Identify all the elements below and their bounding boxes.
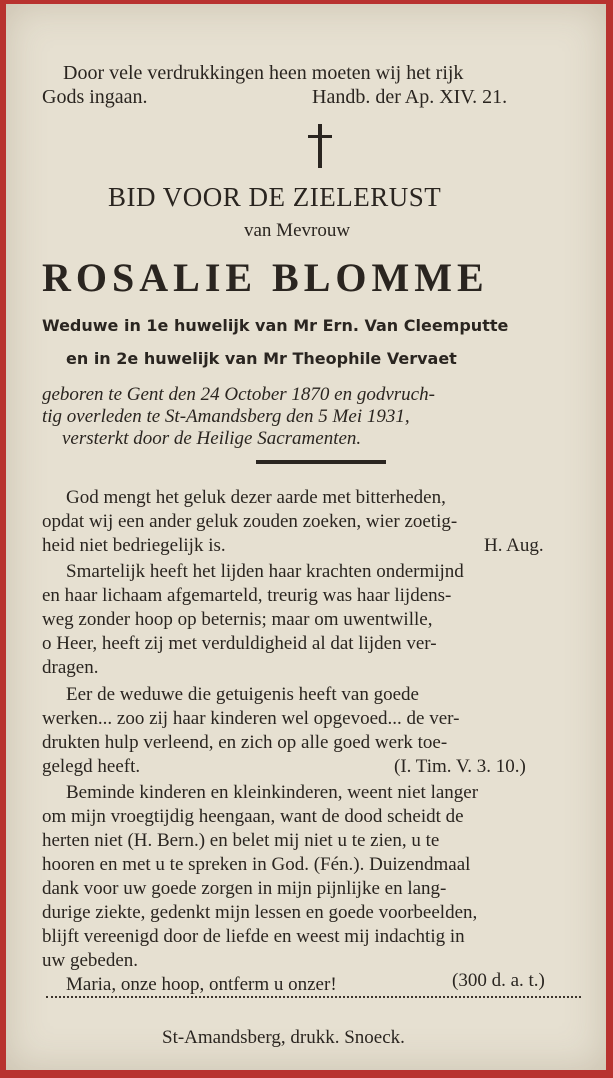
citation: (I. Tim. V. 3. 10.) [394, 756, 526, 777]
printer-imprint: St-Amandsberg, drukk. Snoeck. [162, 1027, 405, 1048]
memorial-card [6, 4, 606, 1070]
quote-line-2-left: Gods ingaan. [42, 86, 148, 108]
paragraph-line: Smartelijk heeft het lijden haar krachten ondermijnd [66, 561, 464, 582]
citation: H. Aug. [484, 535, 544, 556]
paragraph-line: herten niet (H. Bern.) en belet mij niet u te zien, u te [42, 830, 440, 851]
quote-line-1: Door vele verdrukkingen heen moeten wij het rijk [63, 62, 464, 84]
paragraph-line: weg zonder hoop op beternis; maar om uwentwille, [42, 609, 433, 630]
subheading: van Mevrouw [244, 220, 351, 241]
paragraph-line: opdat wij een ander geluk zouden zoeken, wier zoetig- [42, 511, 458, 532]
deceased-name: ROSALIE BLOMME [42, 255, 489, 300]
paragraph-line: o Heer, heeft zij met verduldigheid al dat lijden ver- [42, 633, 437, 654]
divider [256, 460, 386, 464]
indulgence: (300 d. a. t.) [452, 970, 545, 991]
birth-line-2: tig overleden te St-Amandsberg den 5 Mei 1931, [42, 406, 410, 427]
paragraph-line: gelegd heeft. [42, 756, 141, 777]
cross-icon [306, 124, 334, 168]
birth-line-1: geboren te Gent den 24 October 1870 en godvruch- [42, 384, 435, 405]
paragraph-line: en haar lichaam afgemarteld, treurig was haar lijdens- [42, 585, 452, 606]
prayer: Maria, onze hoop, ontferm u onzer! [66, 974, 337, 995]
paragraph-line: dank voor uw goede zorgen in mijn pijnlijke en lang- [42, 878, 447, 899]
paragraph-line: Eer de weduwe die getuigenis heeft van goede [66, 684, 419, 705]
paragraph-line: durige ziekte, gedenkt mijn lessen en goede voorbeelden, [42, 902, 478, 923]
marriage-line-1: Weduwe in 1e huwelijk van Mr Ern. Van Cleemputte [42, 316, 509, 335]
paragraph-line: drukten hulp verleend, en zich op alle goed werk toe- [42, 732, 448, 753]
birth-line-3: versterkt door de Heilige Sacramenten. [62, 428, 362, 449]
dotted-rule [46, 996, 581, 998]
quote-citation: Handb. der Ap. XIV. 21. [312, 86, 508, 108]
paragraph-line: blijft vereenigd door de liefde en weest mij indachtig in [42, 926, 465, 947]
marriage-line-2: en in 2e huwelijk van Mr Theophile Vervaet [66, 349, 457, 368]
paragraph-line: dragen. [42, 657, 99, 678]
page-title: BID VOOR DE ZIELERUST [108, 182, 442, 212]
paragraph-line: Beminde kinderen en kleinkinderen, weent niet langer [66, 782, 479, 803]
paragraph-line: uw gebeden. [42, 950, 139, 971]
paragraph-line: werken... zoo zij haar kinderen wel opgevoed... de ver- [42, 708, 460, 729]
paragraph-line: hooren en met u te spreken in God. (Fén.). Duizendmaal [42, 854, 471, 875]
paragraph-line: God mengt het geluk dezer aarde met bitterheden, [66, 487, 446, 508]
paragraph-line: heid niet bedriegelijk is. [42, 535, 226, 556]
paragraph-line: om mijn vroegtijdig heengaan, want de dood scheidt de [42, 806, 464, 827]
